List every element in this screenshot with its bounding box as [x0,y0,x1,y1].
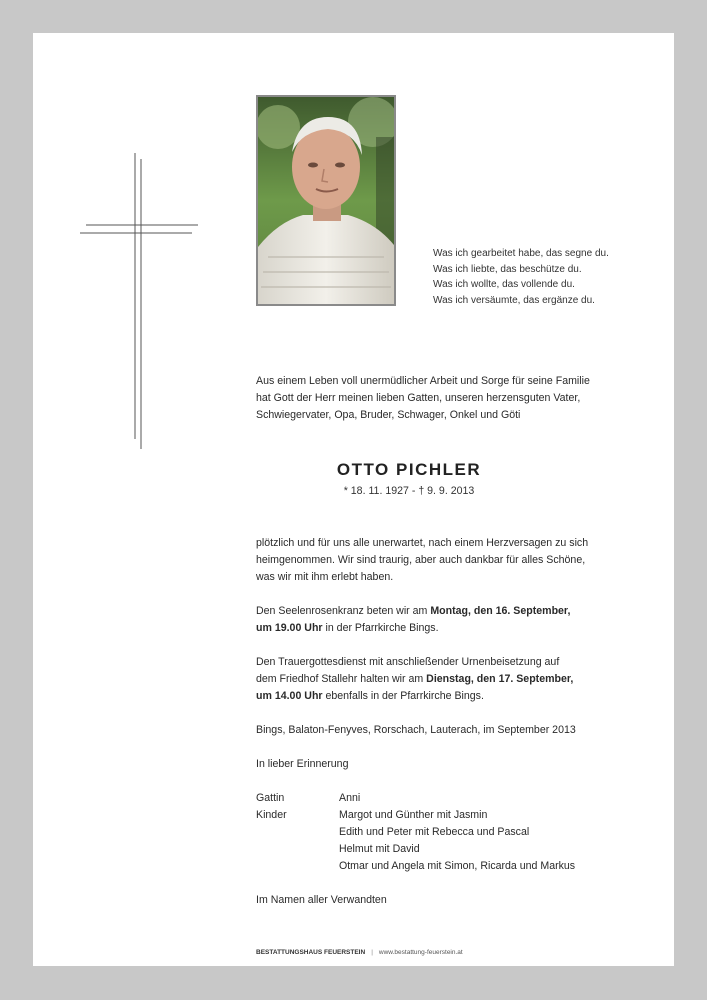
death-notice-paragraph [256,535,588,586]
family-role [256,841,339,858]
family-row [256,807,575,824]
intro-paragraph [256,373,590,424]
notice-line: heimgenommen. Wir sind traurig, aber auch dankbar für alles Schöne, [256,554,586,566]
poem-line: Was ich versäumte, das ergänze du. [433,294,595,306]
deceased-name: OTTO PICHLER [336,460,482,479]
notice-line: plötzlich und für uns alle unerwartet, nach einem Herzversagen zu sich [256,537,589,549]
intro-line: Aus einem Leben voll unermüdlicher Arbeit und Sorge für seine Familie [256,375,590,387]
footer-separator: | [371,949,373,956]
footer [256,949,463,956]
family-role: Gattin [256,792,285,804]
poem-verse [433,246,609,308]
family-role [256,858,339,875]
cross-icon [80,153,198,449]
portrait-photo [256,95,396,306]
family-names: Anni [339,792,361,804]
family-list [256,790,575,875]
places-line: Bings, Balaton-Fenyves, Rorschach, Lauterach, im September 2013 [256,724,576,736]
obituary-page [33,33,674,966]
family-role [256,824,339,841]
family-names: Helmut mit David [339,843,420,855]
family-row [256,824,575,841]
service-date: Dienstag, den 17. September, [426,673,574,685]
closing-line: Im Namen aller Verwandten [256,894,387,906]
rosary-location: in der Pfarrkirche Bings. [322,622,439,634]
service-time: um 14.00 Uhr [256,690,323,702]
rosary-date: Montag, den 16. September, [430,605,571,617]
service-text: dem Friedhof Stallehr halten wir am [256,673,427,685]
footer-url[interactable]: www.bestattung-feuerstein.at [378,949,463,956]
intro-line: Schwiegervater, Opa, Bruder, Schwager, Onkel und Göti [256,409,521,421]
intro-line: hat Gott der Herr meinen lieben Gatten, unseren herzensguten Vater, [256,392,581,404]
poem-line: Was ich gearbeitet habe, das segne du. [433,248,609,259]
service-paragraph [256,654,573,705]
remembrance-line: In lieber Erinnerung [256,758,349,770]
family-row [256,841,575,858]
family-names: Margot und Günther mit Jasmin [339,809,488,821]
family-names: Otmar und Angela mit Simon, Ricarda und Markus [339,860,576,872]
rosary-paragraph [256,603,570,637]
rosary-time: um 19.00 Uhr [256,622,323,634]
family-row [256,858,575,875]
rosary-text: Den Seelenrosenkranz beten wir am [256,605,431,617]
notice-line: was wir mit ihm erlebt haben. [256,571,394,583]
poem-line: Was ich wollte, das vollende du. [433,279,575,290]
footer-brand: BESTATTUNGSHAUS FEUERSTEIN [256,949,366,956]
service-location: ebenfalls in der Pfarrkirche Bings. [322,690,484,702]
family-row [256,790,575,807]
life-dates: * 18. 11. 1927 - † 9. 9. 2013 [343,485,475,497]
family-names: Edith und Peter mit Rebecca und Pascal [339,826,530,838]
poem-line: Was ich liebte, das beschütze du. [433,263,582,275]
family-role: Kinder [256,809,287,821]
service-line: Den Trauergottesdienst mit anschließender Urnenbeisetzung auf [256,656,560,668]
